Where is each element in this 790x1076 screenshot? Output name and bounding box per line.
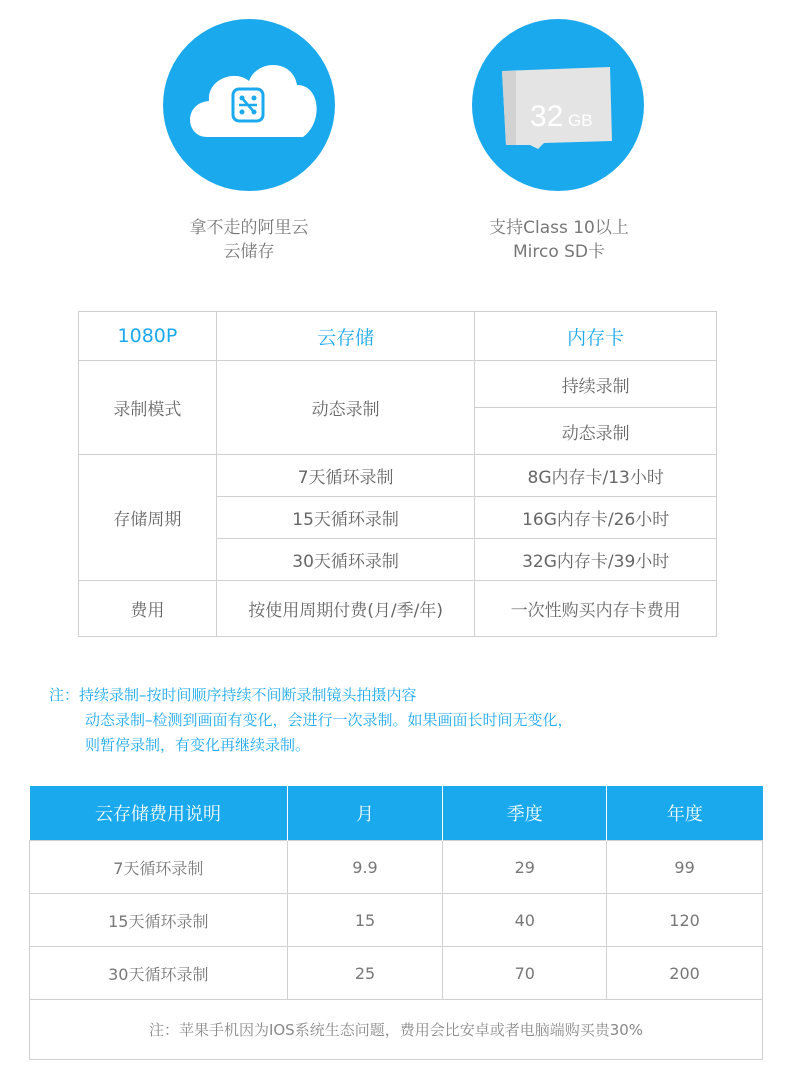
cloud-storage-icon	[163, 19, 335, 191]
sd-card-unit: GB	[568, 111, 593, 130]
cloud-storage-badge	[163, 19, 335, 191]
caption-line: Mirco SD卡	[512, 242, 606, 262]
cycle-cloud: 30天循环录制	[216, 539, 475, 581]
pricing-header-month: 月	[287, 786, 443, 841]
cloud-storage-caption	[129, 216, 369, 264]
price-year: 120	[607, 894, 763, 947]
recording-notes	[49, 683, 573, 758]
pricing-header-plan: 云存储费用说明	[30, 786, 288, 841]
sd-card-icon	[472, 19, 644, 191]
sd-card-capacity: 32	[530, 100, 564, 133]
pricing-header-year: 年度	[607, 786, 763, 841]
cycle-card: 16G内存卡/26小时	[475, 497, 717, 539]
price-year: 99	[607, 841, 763, 894]
caption-line: 拿不走的阿里云	[189, 218, 309, 238]
plan-name: 15天循环录制	[30, 894, 288, 947]
cycle-cloud: 15天循环录制	[216, 497, 475, 539]
price-month: 25	[287, 947, 443, 1000]
plan-name: 7天循环录制	[30, 841, 288, 894]
price-month: 15	[287, 894, 443, 947]
table-row	[30, 947, 763, 1000]
cycle-card: 8G内存卡/13小时	[475, 455, 717, 497]
cloud-pricing-table	[29, 786, 763, 1060]
table-row	[30, 894, 763, 947]
cycle-cloud: 7天循环录制	[216, 455, 475, 497]
table-row	[30, 841, 763, 894]
row-label-fee: 费用	[79, 581, 217, 637]
price-month: 9.9	[287, 841, 443, 894]
note-line: 注：持续录制–按时间顺序持续不间断录制镜头拍摄内容	[49, 686, 417, 704]
price-quarter: 70	[443, 947, 607, 1000]
header-resolution: 1080P	[79, 312, 217, 361]
header-cloud: 云存储	[216, 312, 475, 361]
fee-cloud: 按使用周期付费(月/季/年)	[216, 581, 475, 637]
row-label-cycle: 存储周期	[79, 455, 217, 581]
price-quarter: 40	[443, 894, 607, 947]
price-quarter: 29	[443, 841, 607, 894]
note-line: 则暂停录制，有变化再继续录制。	[85, 736, 311, 754]
pricing-header-quarter: 季度	[443, 786, 607, 841]
storage-comparison-table	[78, 311, 717, 637]
caption-line: 支持Class 10以上	[489, 218, 629, 238]
caption-line: 云储存	[223, 242, 275, 262]
row-label-mode: 录制模式	[79, 361, 217, 455]
plan-name: 30天循环录制	[30, 947, 288, 1000]
cycle-card: 32G内存卡/39小时	[475, 539, 717, 581]
price-year: 200	[607, 947, 763, 1000]
fee-card: 一次性购买内存卡费用	[475, 581, 717, 637]
header-card: 内存卡	[475, 312, 717, 361]
mode-cloud: 动态录制	[216, 361, 475, 455]
sd-card-badge	[472, 19, 644, 191]
sd-card-caption	[439, 216, 679, 264]
note-line: 动态录制–检测到画面有变化，会进行一次录制。如果画面长时间无变化，	[85, 711, 573, 729]
mode-card-motion: 动态录制	[475, 408, 717, 455]
mode-card-continuous: 持续录制	[475, 361, 717, 408]
pricing-footnote: 注：苹果手机因为IOS系统生态问题，费用会比安卓或者电脑端购买贵30%	[30, 1000, 763, 1060]
